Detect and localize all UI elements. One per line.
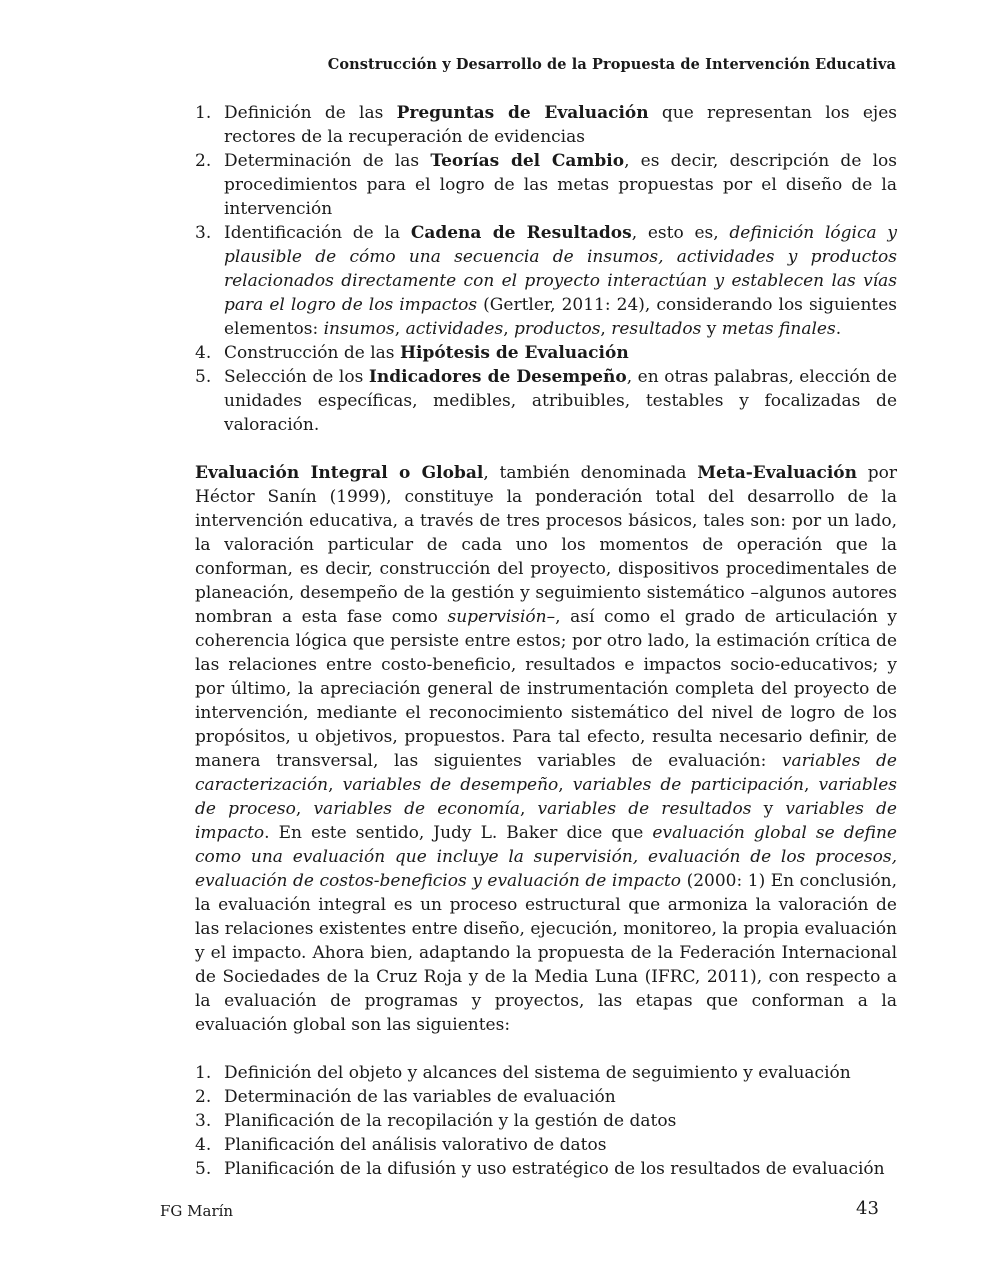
- emphasis: variables de caracterización: [195, 751, 897, 795]
- item-text: Construcción de las: [224, 343, 400, 363]
- page-body: [195, 101, 897, 1181]
- text: ,: [803, 775, 819, 795]
- item-text: y: [701, 319, 722, 339]
- item-text: (Gertler, 2011: 24), considerando los siguientes elementos:: [224, 295, 898, 339]
- list-item: [195, 101, 897, 149]
- list-number: 3.: [195, 223, 212, 243]
- list-item: [195, 149, 897, 221]
- list-item: [195, 1157, 897, 1181]
- quote: evaluación global se define como una evaluación que incluye la supervisión, evaluación de los procesos, evaluación de costos-beneficios y evaluación de impacto: [195, 823, 897, 891]
- list-number: 4.: [195, 1135, 212, 1155]
- emphasis: variables de participación: [572, 775, 804, 795]
- item-emphasis: metas finales: [721, 319, 836, 339]
- text: ,: [328, 775, 343, 795]
- item-term: Hipótesis de Evaluación: [399, 343, 629, 363]
- list-item: [195, 1085, 897, 1109]
- list-number: 2.: [195, 151, 212, 171]
- item-emphasis: resultados: [611, 319, 702, 339]
- list-item: [195, 365, 897, 437]
- emphasis: variables de economía: [313, 799, 520, 819]
- item-quote: definición lógica y plausible de cómo una secuencia de insumos, actividades y productos relacionados directamente con el proyecto interactúan y establecen las vías para el logro de los impactos: [224, 223, 897, 315]
- list-number: 1.: [195, 103, 212, 123]
- text: ,: [295, 799, 314, 819]
- item-term: Indicadores de Desempeño: [368, 367, 627, 387]
- item-term: Cadena de Resultados: [410, 223, 632, 243]
- text: por Héctor Sanín (1999), constituye la ponderación total del desarrollo de la intervención educativa, a través de tres procesos básicos, tales son: por un lado, la valoración particular de cada uno los momentos de operación que la conforman, es decir, construcción del proyecto, dispositivos procedimentales de planeación, desempeño de la gestión y seguimiento sistemático –algunos autores nombran a esta fase como: [195, 463, 897, 627]
- list-item: [195, 1109, 897, 1133]
- list-number: 2.: [195, 1087, 212, 1107]
- list-item: [195, 1133, 897, 1157]
- item-text: Definición de las: [224, 103, 397, 123]
- item-term: Teorías del Cambio: [430, 151, 625, 171]
- item-emphasis: actividades: [405, 319, 504, 339]
- emphasis: variables de resultados: [537, 799, 752, 819]
- list-number: 1.: [195, 1063, 212, 1083]
- list-number: 5.: [195, 1159, 212, 1179]
- item-emphasis: insumos: [323, 319, 395, 339]
- term: Evaluación Integral o Global: [195, 463, 484, 483]
- text: . En este sentido, Judy L. Baker dice que: [264, 823, 653, 843]
- item-emphasis: productos: [514, 319, 601, 339]
- term: Meta-Evaluación: [697, 463, 857, 483]
- emphasis: variables de proceso: [195, 775, 898, 819]
- evaluation-steps-list: [195, 101, 897, 437]
- text: –, así como el grado de articulación y coherencia lógica que persiste entre estos; por otro lado, la estimación crítica de las relaciones entre costo-beneficio, resultados e impactos socio-educativos; y por último, la apreciación general de instrumentación completa del proyecto de intervención, mediante el reconocimiento sistemático del nivel de logro de los propósitos, u objetivos, propuestos. Para tal efecto, resulta necesario definir, de manera transversal, las siguientes variables de evaluación:: [195, 607, 897, 771]
- item-text: Planificación de la difusión y uso estratégico de los resultados de evaluación: [224, 1159, 885, 1179]
- item-text: Definición del objeto y alcances del sistema de seguimiento y evaluación: [224, 1063, 851, 1083]
- footer-author: FG Marín: [160, 1202, 234, 1220]
- item-text: , en otras palabras, elección de unidades específicas, medibles, atribuibles, testables y focalizadas de valoración.: [224, 367, 898, 435]
- list-number: 5.: [195, 367, 212, 387]
- item-text: Planificación de la recopilación y la gestión de datos: [224, 1111, 677, 1131]
- item-text: Determinación de las variables de evaluación: [224, 1087, 616, 1107]
- item-text: , es decir, descripción de los procedimientos para el logro de las metas propuestas por el diseño de la intervención: [224, 151, 897, 219]
- text: y: [751, 799, 786, 819]
- item-text: Selección de los: [224, 367, 369, 387]
- item-text: ,: [600, 319, 612, 339]
- item-text: ,: [503, 319, 515, 339]
- global-evaluation-stages-list: [195, 1061, 897, 1181]
- list-item: [195, 221, 897, 341]
- body-paragraph: [195, 449, 897, 1037]
- item-text: .: [835, 319, 842, 339]
- item-text: Identificación de la: [224, 223, 411, 243]
- text: ,: [558, 775, 573, 795]
- text: ,: [519, 799, 538, 819]
- text: (2000: 1) En conclusión, la evaluación integral es un proceso estructural que armoniza la valoración de las relaciones existentes entre diseño, ejecución, monitoreo, la propia evaluación y el impacto. Ahora bien, adaptando la propuesta de la Federación Internacional de Sociedades de la Cruz Roja y de la Media Luna (IFRC, 2011), con respecto a la evaluación de programas y proyectos, las etapas que conforman a la evaluación global son las siguientes:: [195, 871, 897, 1035]
- emphasis: variables de impacto: [195, 799, 897, 843]
- item-term: Preguntas de Evaluación: [396, 103, 649, 123]
- list-item: [195, 341, 897, 365]
- item-text: Planificación del análisis valorativo de datos: [224, 1135, 607, 1155]
- item-text: que representan los ejes rectores de la recuperación de evidencias: [224, 103, 897, 147]
- list-number: 3.: [195, 1111, 212, 1131]
- emphasis: supervisión: [447, 607, 547, 627]
- item-text: , esto es,: [631, 223, 730, 243]
- page-number: 43: [856, 1198, 879, 1219]
- text: , también denominada: [483, 463, 698, 483]
- list-item: [195, 1061, 897, 1085]
- running-header: Construcción y Desarrollo de la Propuesta de Intervención Educativa: [327, 56, 896, 73]
- emphasis: variables de desempeño: [342, 775, 559, 795]
- item-text: ,: [394, 319, 406, 339]
- item-text: Determinación de las: [224, 151, 431, 171]
- list-number: 4.: [195, 343, 212, 363]
